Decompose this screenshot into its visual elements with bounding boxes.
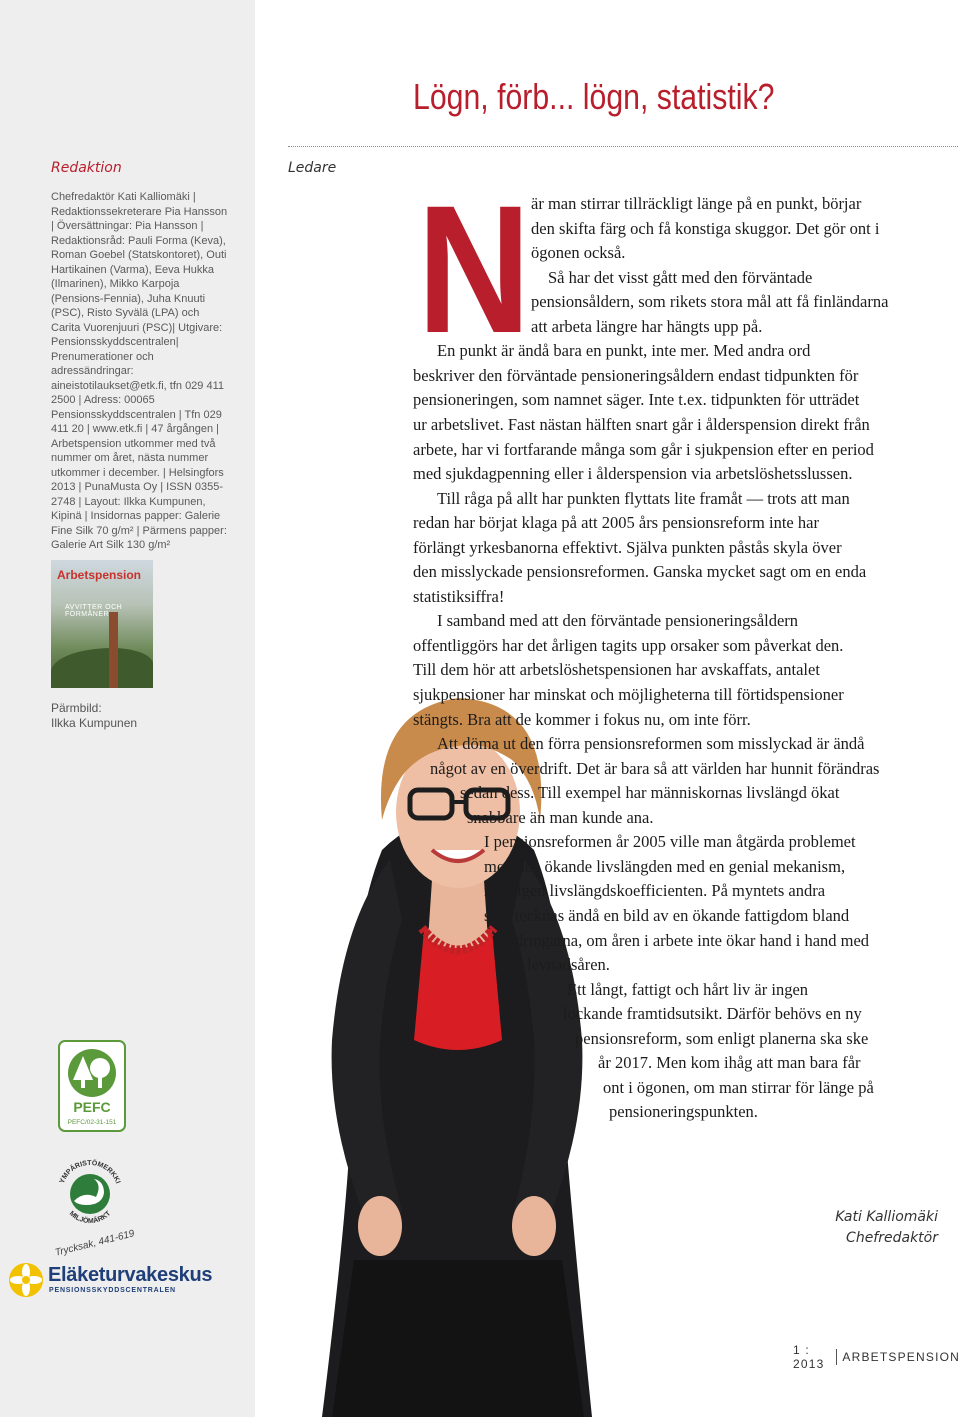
pefc-code: PEFC/02-31-151 [67, 1119, 117, 1126]
article-line: I pensionsreformen år 2005 ville man åtgärda problemet [484, 832, 856, 852]
article-line: pensionsreform, som enligt planerna ska ske [575, 1028, 869, 1048]
article-line: arbete, har vi fortfarande många som går i sjukpension efter en period [413, 439, 874, 459]
signature-name: Kati Kalliomäki [835, 1209, 938, 1225]
issue-number: 1 : 2013 [793, 1343, 825, 1371]
dotted-divider [288, 146, 958, 147]
folio [793, 1343, 960, 1371]
signature-title: Chefredaktör [846, 1230, 938, 1246]
article-line: att arbeta längre har hängts upp på. [531, 316, 763, 336]
article-line: stängts. Bra att de kommer i fokus nu, om inte förr. [413, 709, 751, 729]
cover-thumbnail[interactable] [51, 560, 153, 688]
magazine-name: ARBETSPENSION [842, 1350, 960, 1364]
article-line: offentliggörs har det årligen tagits upp orsaker som påverkat den. [413, 635, 844, 655]
publisher-name: Eläketurvakeskus [48, 1264, 213, 1286]
article-line: är man stirrar tillräckligt länge på en punkt, börjar [531, 194, 862, 213]
sidebar [0, 0, 255, 1417]
nordic-top-text: YMPÄRISTÖMERKKI [58, 1159, 122, 1185]
article-line: sedan dess. Till exempel har människornas livslängd ökat [460, 783, 840, 803]
article-line: pensioneringen, som namnet säger. Inte t.ex. tidpunkten för utträdet [413, 390, 860, 410]
article-line: sjukpensioner har minskat och möjligheterna till förtidspensioner [413, 685, 844, 704]
article-line: den skifta färg och få konstiga skuggor. Det gör ont i [531, 218, 880, 238]
etk-sun-logo-icon [8, 1262, 44, 1298]
nordic-swan-icon [50, 1153, 130, 1233]
article-line: sida tecknas ändå en bild av en ökande fattigdom bland [484, 905, 850, 925]
cover-tree [109, 612, 118, 688]
cover-landscape [51, 648, 153, 688]
article-line: ögonen också. [531, 243, 626, 263]
article-line: beskriver den förväntade pensioneringsåldern endast tidpunkten för [413, 365, 859, 385]
article-line: lockande framtidsutsikt. Därför behövs en ny [563, 1004, 862, 1024]
cover-caption [51, 701, 137, 731]
article-line: redan har börjat klaga på att 2005 års pensionsreform inte har [413, 513, 819, 533]
nordic-bottom-text: MILJÖMÄRKT [67, 1210, 113, 1226]
article-line: pensioneringspunkten. [609, 1102, 758, 1122]
article-line: med sjukdagpenning eller i ålderspension via arbetslöshetsslussen. [413, 464, 853, 484]
article-line: Så har det visst gått med den förväntade [548, 267, 813, 287]
drop-cap-letter: N [417, 167, 531, 371]
article-line: snabbare än man kunde ana. [467, 807, 654, 827]
pefc-label: PEFC [73, 1099, 111, 1115]
drop-cap [417, 167, 531, 371]
article-line: ur arbetslivet. Fast nästan hälften snart går i ålderspension direkt från [413, 414, 870, 434]
cover-caption-credit: Ilkka Kumpunen [51, 716, 138, 730]
article-line: år 2017. Men kom ihåg att man bara får [598, 1053, 861, 1073]
article-line: Till dem hör att arbetslöshetspensionen har avskaffats, antalet [413, 660, 820, 680]
article-line: En punkt är ändå bara en punkt, inte mer. Med andra ord [437, 341, 811, 361]
publisher-subname: PENSIONSSKYDDSCENTRALEN [49, 1287, 176, 1294]
editorial-heading: Redaktion [51, 160, 122, 176]
article-line: statistiksiffra! [413, 586, 505, 606]
article-line: Att döma ut den förra pensionsreformen som misslyckad är ändå [437, 734, 865, 754]
cover-subtitle: AVVITTER OCH FÖRMÅNER [65, 604, 123, 618]
folio-divider [836, 1349, 837, 1365]
article-line: levnadsåren. [527, 955, 610, 975]
article-line: något av en överdrift. Det är bara så att världen har hunnit förändras [430, 758, 880, 778]
article-line: ont i ögonen, om man stirrar för länge på [603, 1077, 874, 1097]
article-line: förlängt yrkesbanorna effektivt. Själva punkten påstås skyla över [413, 537, 842, 557]
article-line: Ett långt, fattigt och hårt liv är ingen [567, 979, 809, 999]
editorial-credits: Chefredaktör Kati Kalliomäki | Redaktionssekreterare Pia Hansson | Översättningar: Pia Hansson | Redaktionsråd: Pauli Forma (Keva), Roman Goebel (Statskontoret), Outi Hartikainen (Varma), Eeva Hukka (Ilmarinen), Mikko Karpoja (Pensions-Fennia), Juha Knuuti (PSC), Risto Syvälä (LPA) och Carita Vuorenjuuri (PSC)| Utgivare: Pensionsskyddscentralen| Prenumerationer och adressändringar: aineistotilaukset@etk.fi, tfn 029 411 2500 | Adress: 00065 Pensionsskyddscentralen | Tfn 029 411 20 | www.etk.fi | 47 årgången | Arbetspension utkommer med två nummer om året, nästa nummer utkommer i december. | Helsingfors 2013 | PunaMusta Oy | ISSN 0355-2748 | Layout: Ilkka Kumpunen, Kipinä | Insidornas papper: Galerie Fine Silk 70 g/m² | Pärmens papper: Galerie Art Silk 130 g/m² [51, 191, 228, 551]
article-line: Till råga på allt har punkten flyttats lite framåt — trots att man [437, 488, 850, 508]
article-line: pensionsåldern, som rikets stora mål att få finländarna [531, 292, 889, 312]
article-line: med den ökande livslängden med en genial mekanism, [484, 856, 846, 876]
cover-title: Arbetspension [57, 568, 142, 582]
signature [835, 1207, 938, 1249]
article-line: åldringarna, om åren i arbete inte ökar hand i hand med [503, 930, 870, 950]
article-line: nämligen livslängdskoefficienten. På myntets andra [484, 881, 826, 901]
cover-caption-label: Pärmbild: [51, 701, 102, 715]
article-line: I samband med att den förväntade pensioneringsåldern [437, 611, 799, 631]
article-headline: Lögn, förb... lögn, statistik? [413, 76, 775, 117]
nordic-trycksak: Trycksak, 441-619 [53, 1228, 136, 1259]
section-label: Ledare [288, 160, 337, 176]
article-line: den misslyckade pensionsreformen. Ganska mycket sagt om en enda [413, 562, 867, 582]
